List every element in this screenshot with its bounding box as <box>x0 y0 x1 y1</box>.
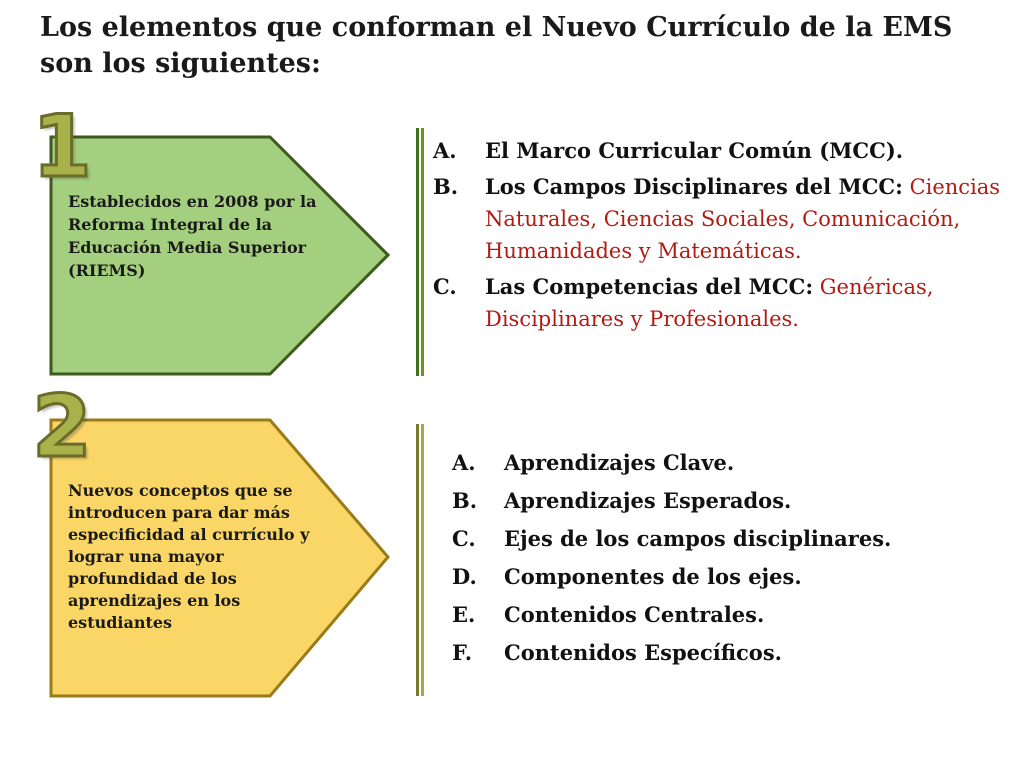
list-item <box>433 171 1013 267</box>
list-item <box>452 596 1012 634</box>
item-text: Aprendizajes Clave. <box>504 450 735 475</box>
item-letter: A. <box>452 450 476 475</box>
list-item <box>433 135 1013 167</box>
list-item <box>452 482 1012 520</box>
item-letter: C. <box>433 274 457 299</box>
item-text: Contenidos Centrales. <box>504 602 765 627</box>
section-number-1: 1 <box>32 97 92 197</box>
section2-list <box>452 444 1012 672</box>
divider-bar-2 <box>416 424 424 696</box>
list-item <box>452 520 1012 558</box>
item-lead: El Marco Curricular Común (MCC). <box>485 138 904 163</box>
list-item <box>433 271 1013 335</box>
item-text: Ejes de los campos disciplinares. <box>504 526 892 551</box>
item-text: Aprendizajes Esperados. <box>504 488 792 513</box>
item-letter: A. <box>433 138 457 163</box>
section2-box-text: Nuevos conceptos que se introducen para dar más especificidad al currículo y lograr una mayor profundidad de los aprendizajes en los estudiantes <box>68 481 310 632</box>
list-item <box>452 444 1012 482</box>
item-lead: Los Campos Disciplinares del MCC: <box>485 174 903 199</box>
item-lead: Las Competencias del MCC: <box>485 274 814 299</box>
section-number-2: 2 <box>32 377 92 477</box>
slide-title: Los elementos que conforman el Nuevo Currículo de la EMS son los siguientes: <box>40 12 953 79</box>
item-text: Contenidos Específicos. <box>504 640 782 665</box>
item-letter: B. <box>433 174 459 199</box>
item-letter: D. <box>452 564 477 589</box>
item-letter: E. <box>452 602 476 627</box>
item-text: Componentes de los ejes. <box>504 564 802 589</box>
item-detail: Ciencias Naturales, Ciencias Sociales, Comunicación, Humanidades y Matemáticas. <box>485 175 1001 263</box>
item-letter: C. <box>452 526 476 551</box>
section1-box-text: Establecidos en 2008 por la Reforma Integral de la Educación Media Superior (RIEMS) <box>68 192 317 280</box>
item-detail: Genéricas, Disciplinares y Profesionales. <box>485 275 934 331</box>
item-letter: F. <box>452 640 473 665</box>
item-letter: B. <box>452 488 478 513</box>
section1-list <box>433 135 1013 339</box>
list-item <box>452 558 1012 596</box>
list-item <box>452 634 1012 672</box>
divider-bar-1 <box>416 128 424 376</box>
